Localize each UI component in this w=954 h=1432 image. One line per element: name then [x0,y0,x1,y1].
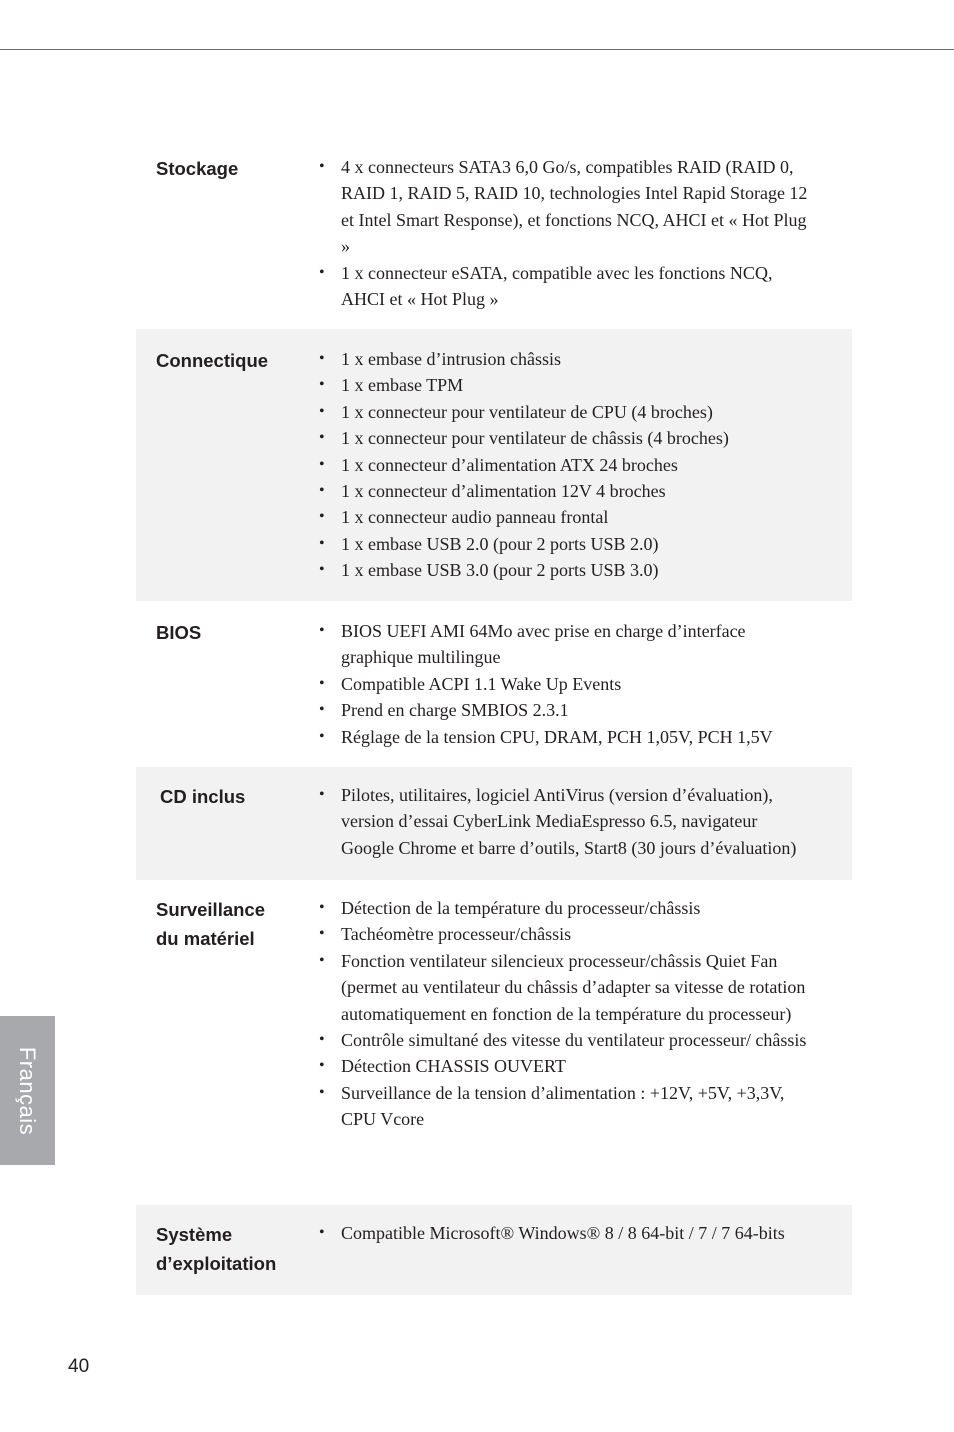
page-number: 40 [68,1356,90,1377]
row-label: Connectique [156,350,269,371]
list-item: • 1 x embase d’intrusion châssis [319,346,814,372]
row-label [156,1220,321,1278]
list-item: • 1 x embase TPM [319,372,814,398]
label-line: du matériel [156,928,255,949]
spec-row-connectors [136,329,852,601]
list-item: • 1 x connecteur eSATA, compatible avec les fonctions NCQ, AHCI et « Hot Plug » [319,260,814,313]
spec-table [136,146,852,1295]
list-item: • 1 x embase USB 3.0 (pour 2 ports USB 3.0) [319,557,814,583]
language-tab [0,1016,55,1165]
label-line: Surveillance [156,899,266,920]
list-item: • 1 x connecteur audio panneau frontal [319,504,814,530]
list-item: • Tachéomètre processeur/châssis [319,921,814,947]
row-label: Stockage [156,158,239,179]
row-label: CD inclus [160,786,246,807]
spec-list [319,346,814,584]
spec-row-monitoring [136,880,852,1205]
list-item: • Compatible Microsoft® Windows® 8 / 8 64-bit / 7 / 7 64-bits [319,1220,814,1246]
list-item: • Surveillance de la tension d’alimentation : +12V, +5V, +3,3V, CPU Vcore [319,1080,814,1133]
list-item: • Prend en charge SMBIOS 2.3.1 [319,697,814,723]
list-item: • Pilotes, utilitaires, logiciel AntiVirus (version d’évaluation), version d’essai CyberLink MediaEspresso 6.5, navigateur Google Chrome et barre d’outils, Start8 (30 jours d’évaluation) [319,782,814,861]
row-label [156,895,321,953]
spec-row-storage [136,146,852,329]
spec-list [319,782,814,861]
spec-list [319,1220,814,1246]
list-item: • 4 x connecteurs SATA3 6,0 Go/s, compatibles RAID (RAID 0, RAID 1, RAID 5, RAID 10, technologies Intel Rapid Storage 12 et Intel Smart Response), et fonctions NCQ, AHCI et « Hot Plug » [319,154,814,260]
list-item: • Détection CHASSIS OUVERT [319,1053,814,1079]
list-item: • 1 x connecteur d’alimentation 12V 4 broches [319,478,814,504]
list-item: • 1 x connecteur pour ventilateur de châssis (4 broches) [319,425,814,451]
row-label: BIOS [156,622,202,643]
list-item: • 1 x embase USB 2.0 (pour 2 ports USB 2.0) [319,531,814,557]
label-line: Système [156,1224,233,1245]
list-item: • 1 x connecteur d’alimentation ATX 24 broches [319,452,814,478]
header-rule [0,49,954,50]
spec-list [319,154,814,312]
language-tab-label: Français [15,1046,40,1136]
label-line: d’exploitation [156,1253,277,1274]
list-item: • 1 x connecteur pour ventilateur de CPU (4 broches) [319,399,814,425]
spec-row-cd [136,767,852,880]
list-item: • Réglage de la tension CPU, DRAM, PCH 1,05V, PCH 1,5V [319,724,814,750]
spec-row-bios [136,601,852,767]
list-item: • Détection de la température du processeur/châssis [319,895,814,921]
list-item: • Compatible ACPI 1.1 Wake Up Events [319,671,814,697]
spec-list [319,895,814,1133]
list-item: • Contrôle simultané des vitesse du ventilateur processeur/ châssis [319,1027,814,1053]
list-item: • BIOS UEFI AMI 64Mo avec prise en charge d’interface graphique multilingue [319,618,814,671]
spec-list [319,618,814,750]
list-item: • Fonction ventilateur silencieux processeur/châssis Quiet Fan (permet au ventilateur du châssis d’adapter sa vitesse de rotation automatiquement en fonction de la température du processeur) [319,948,814,1027]
spec-row-os [136,1205,852,1295]
